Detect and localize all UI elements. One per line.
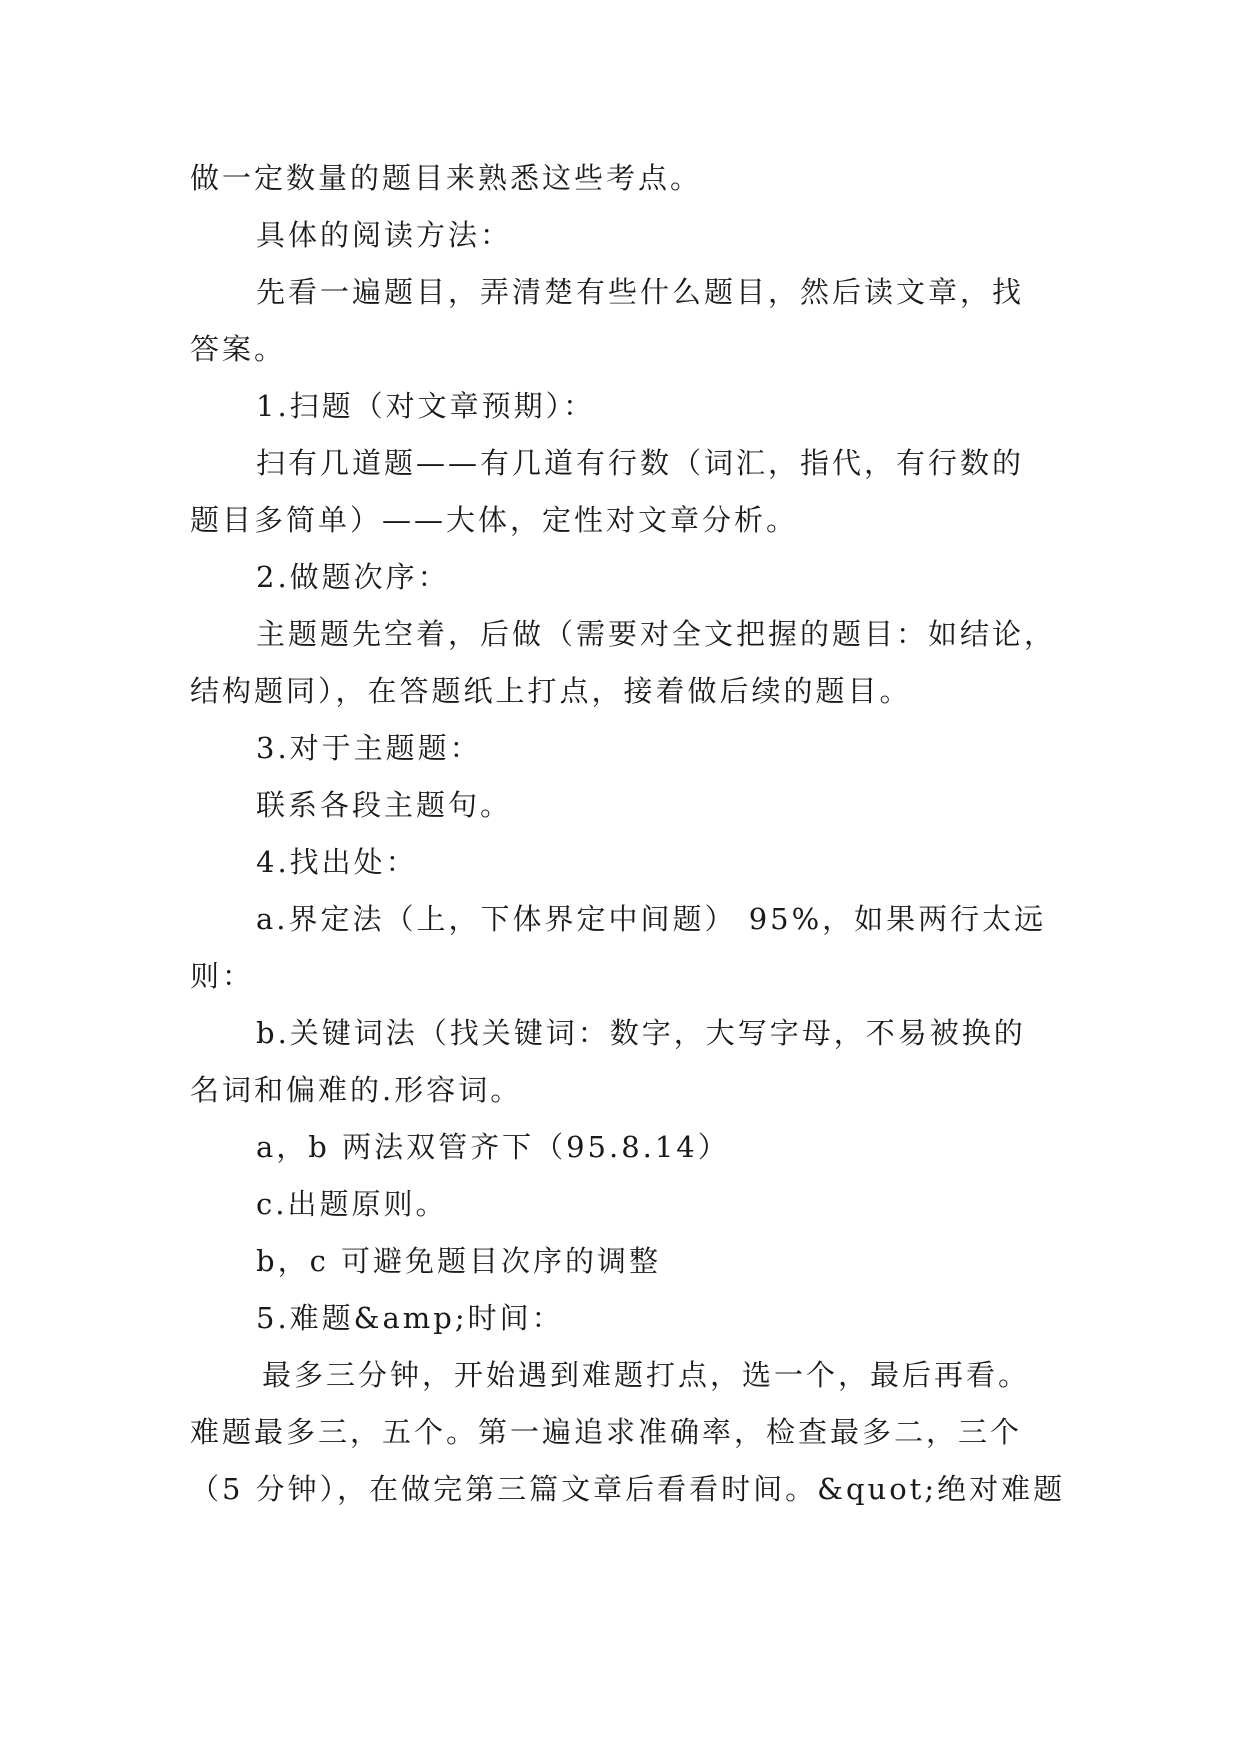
text-line: 最多三分钟，开始遇到难题打点，选一个，最后再看。 (262, 1358, 1031, 1392)
text-line: 题目多简单）——大体，定性对文章分析。 (190, 503, 799, 537)
text-line: b.关键词法（找关键词：数字，大写字母，不易被换的 (256, 1016, 1026, 1050)
text-line: c.出题原则。 (256, 1187, 448, 1221)
text-line: 难题最多三，五个。第一遍追求准确率，检查最多二，三个 (190, 1415, 1023, 1449)
text-line: 扫有几道题——有几道有行数（词汇，指代，有行数的 (256, 446, 1025, 480)
text-line: 先看一遍题目，弄清楚有些什么题目，然后读文章，找 (256, 275, 1025, 309)
text-line: 5.难题&amp;时间： (256, 1301, 564, 1335)
text-line: 4.找出处： (256, 845, 418, 879)
text-line: 结构题同），在答题纸上打点，接着做后续的题目。 (190, 674, 912, 708)
text-line: 做一定数量的题目来熟悉这些考点。 (190, 161, 703, 195)
text-line: 主题题先空着，后做（需要对全文把握的题目：如结论， (256, 617, 1057, 651)
text-line: a，b 两法双管齐下（95.8.14） (256, 1130, 730, 1164)
text-line: 则： (190, 959, 255, 993)
text-line: a.界定法（上，下体界定中间题） 95%，如果两行太远 (256, 902, 1047, 936)
text-line: 1.扫题（对文章预期）： (256, 389, 596, 423)
text-line: 2.做题次序： (256, 560, 450, 594)
text-line: 名词和偏难的.形容词。 (190, 1073, 523, 1107)
text-line: 具体的阅读方法： (256, 218, 513, 252)
text-line: （5 分钟），在做完第三篇文章后看看时间。&quot;绝对难题 (190, 1472, 1066, 1506)
text-line: 3.对于主题题： (256, 731, 482, 765)
text-line: 答案。 (190, 332, 287, 366)
text-line: b，c 可避免题目次序的调整 (256, 1244, 662, 1278)
text-line: 联系各段主题句。 (256, 788, 513, 822)
